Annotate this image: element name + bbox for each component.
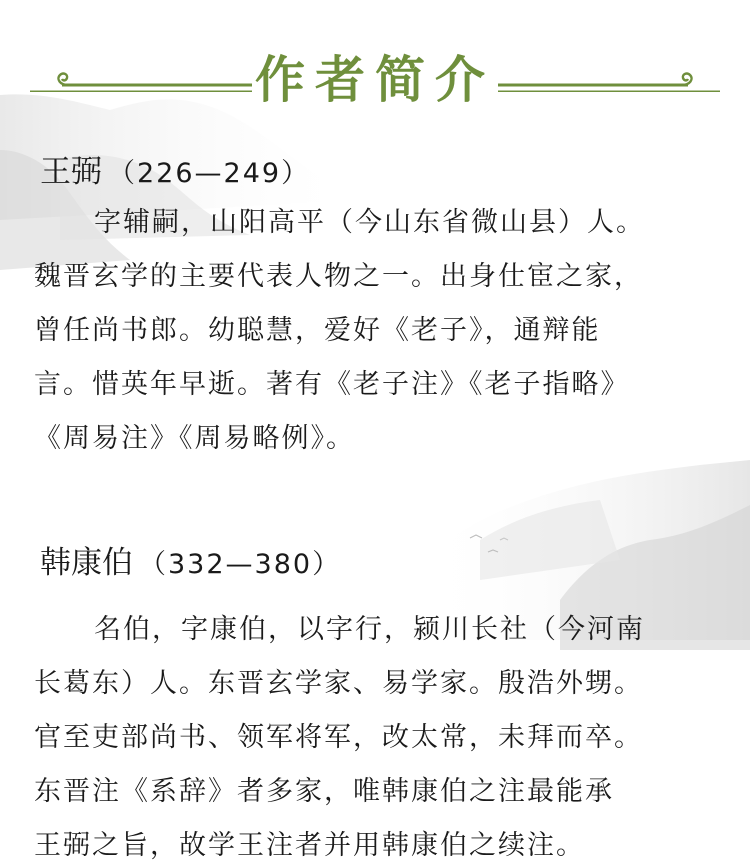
author-heading bbox=[40, 543, 341, 585]
section-header bbox=[0, 40, 750, 120]
bio-line: 字辅嗣，山阳高平（今山东省微山县）人。 bbox=[94, 207, 645, 238]
header-right-ornament bbox=[480, 62, 720, 92]
bio-line: 名伯，字康伯，以字行，颍川长社（今河南 bbox=[94, 614, 645, 645]
author-years: （332—380） bbox=[139, 549, 342, 580]
bio-line: 王弼之旨，故学王注者并用韩康伯之续注。 bbox=[34, 830, 585, 861]
bio-line: 言。惜英年早逝。著有《老子注》《老子指略》 bbox=[34, 369, 630, 400]
page-title: 作者简介 bbox=[255, 50, 495, 109]
author-years: （226—249） bbox=[108, 158, 311, 189]
author-name: 王弼 bbox=[40, 154, 102, 190]
bio-line: 长葛东）人。东晋玄学家、易学家。殷浩外甥。 bbox=[34, 668, 643, 699]
bio-line: 官至吏部尚书、领军将军，改太常，未拜而卒。 bbox=[34, 722, 643, 753]
author-heading bbox=[40, 152, 310, 194]
bio-line: 东晋注《系辞》者多家，唯韩康伯之注最能承 bbox=[34, 776, 614, 807]
bio-line: 魏晋玄学的主要代表人物之一。出身仕宦之家， bbox=[34, 261, 643, 292]
bio-line: 《周易注》《周易略例》。 bbox=[34, 423, 355, 454]
bio-line: 曾任尚书郎。幼聪慧，爱好《老子》，通辩能 bbox=[34, 315, 601, 346]
author-name: 韩康伯 bbox=[40, 545, 133, 581]
